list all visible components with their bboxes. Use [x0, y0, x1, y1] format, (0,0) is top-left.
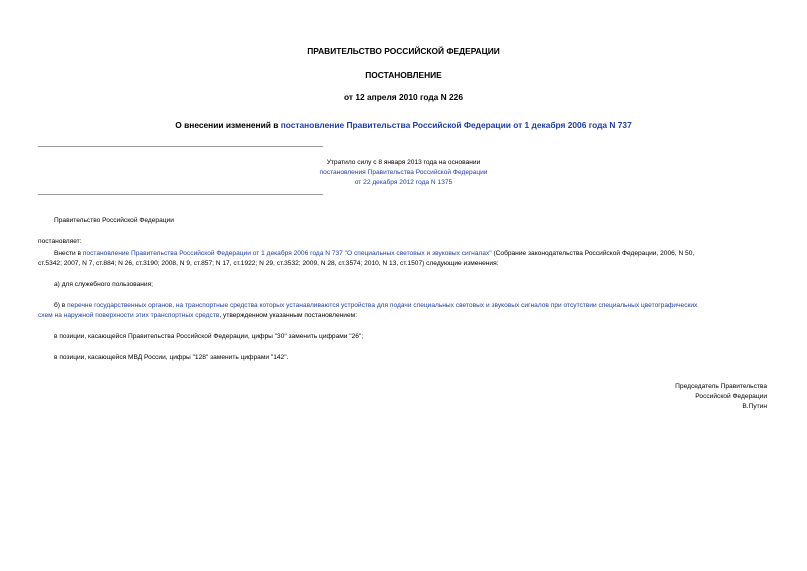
amend-prefix: Внести в: [54, 250, 83, 257]
title-prefix: О внесении изменений в: [175, 120, 281, 130]
item-b-list-link-continued[interactable]: схем на наружной поверхности этих транспортных средств: [38, 312, 220, 319]
item-b: [54, 301, 697, 311]
item-b-list-link[interactable]: перечне государственных органов, на транспортные средства которых устанавливаются устройства для подачи специальных световых и звуковых сигналов при отсутствии специальных цветографических: [67, 302, 698, 309]
status-note-line3: от 22 декабря 2012 года N 1375: [354, 179, 453, 186]
status-note-line1: Утратило силу с 8 января 2013 года на основании: [326, 159, 481, 166]
body-paragraph-amend: [54, 249, 694, 259]
doc-type-heading: ПОСТАНОВЛЕНИЕ: [365, 70, 442, 80]
status-note-line2: постановления Правительства Российской Федерации: [319, 169, 488, 176]
authority-heading: ПРАВИТЕЛЬСТВО РОССИЙСКОЙ ФЕДЕРАЦИИ: [307, 46, 500, 56]
body-paragraph-amend-line2: ст.5342; 2007, N 7, ст.884; N 26, ст.3190; 2008, N 9, ст.857; N 17, ст.1922; N 29, ст.3532; 2009, N 28, ст.3574; 2010, N 13, ст.1507) следующие изменения:: [38, 260, 499, 267]
signature-block: [675, 382, 767, 412]
status-note-link[interactable]: [0, 168, 807, 188]
signature-line1: Председатель Правительства: [675, 383, 767, 390]
body-paragraph-resolves: постановляет:: [38, 238, 82, 245]
document-title: [0, 120, 807, 130]
date-number-heading: от 12 апреля 2010 года N 226: [344, 92, 463, 102]
divider-top: [38, 146, 323, 147]
item-b-prefix: б) в: [54, 302, 68, 309]
item-b-suffix: , утвержденном указанным постановлением:: [219, 312, 358, 319]
item-b-line2: [38, 311, 357, 321]
divider-bottom: [38, 194, 323, 195]
body-paragraph-government: Правительство Российской Федерации: [54, 217, 174, 224]
item-mvd-position: в позиции, касающейся МВД России, цифры "128" заменить цифрами "142".: [54, 354, 289, 361]
amend-suffix: (Собрание законодательства Российской Федерации, 2006, N 50,: [491, 250, 695, 257]
item-government-position: в позиции, касающейся Правительства Российской Федерации, цифры "30" заменить цифрами "26";: [54, 333, 364, 340]
amend-act-link[interactable]: постановление Правительства Российской Федерации от 1 декабря 2006 года N 737 "О специальных световых и звуковых сигналах": [82, 250, 492, 257]
status-note: [0, 158, 807, 188]
signature-line2: Российской Федерации: [695, 393, 767, 400]
title-amended-act-link[interactable]: постановление Правительства Российской Федерации от 1 декабря 2006 года N 737: [280, 120, 632, 130]
item-a: а) для служебного пользования;: [54, 281, 153, 288]
signature-line3: В.Путин: [742, 403, 767, 410]
